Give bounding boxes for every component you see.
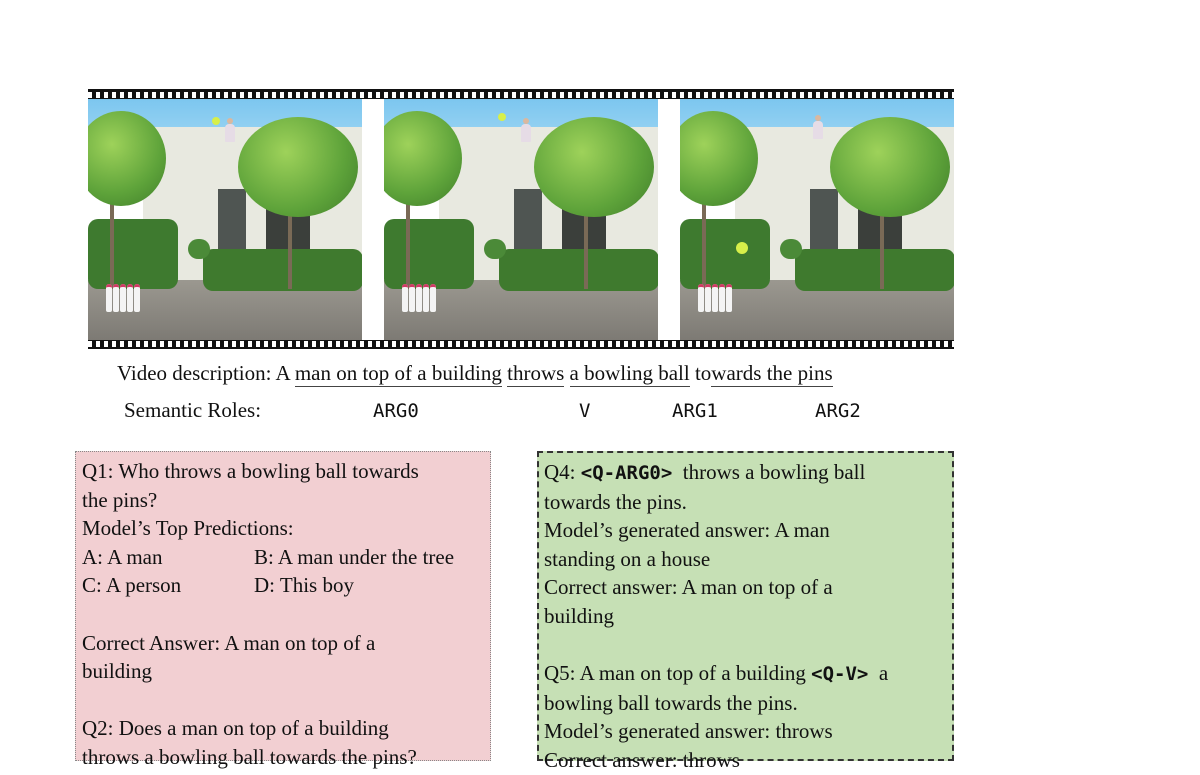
q4-text: Q4: <Q-ARG0> throws a bowling ball (544, 460, 866, 484)
qa-box-multiple-choice (75, 451, 491, 769)
q2-text: Q2: Does a man on top of a building (82, 716, 389, 741)
predictions-label: Model’s Top Predictions: (82, 516, 294, 541)
q2-text-cont: throws a bowling ball towards the pins? (82, 744, 417, 769)
video-filmstrip (88, 89, 954, 349)
video-description: Video description: A man on top of a building throws a bowling ball towards the pins (117, 361, 833, 385)
film-perforations-bottom (88, 341, 954, 347)
prediction-b: B: A man under the tree (254, 544, 455, 569)
q4-generated-answer: Model’s generated answer: A man (544, 518, 830, 543)
role-arg1: ARG1 (672, 400, 718, 422)
prediction-a: A: A man (82, 544, 163, 569)
q4-text-cont: towards the pins. (544, 489, 687, 514)
qa-box-generative (537, 451, 954, 772)
span-arg0: man on top of a building (294, 361, 502, 385)
q1-text: Q1: Who throws a bowling ball towards (82, 459, 419, 483)
role-arg0: ARG0 (373, 400, 419, 422)
q5-generated-answer: Model’s generated answer: throws (544, 719, 833, 744)
semantic-roles-label: Semantic Roles: (124, 398, 262, 422)
q4-correct-answer: Correct answer: A man on top of a (544, 575, 833, 600)
span-arg2: wards the pins (711, 361, 833, 385)
film-perforations-top (88, 92, 954, 98)
q4-generated-answer-cont: standing on a house (544, 546, 711, 571)
video-frame-2 (384, 99, 658, 340)
role-arg2: ARG2 (815, 400, 861, 422)
q1-text-cont: the pins? (82, 487, 158, 512)
q5-text: Q5: A man on top of a building <Q-V> a (544, 661, 889, 686)
video-frames (88, 99, 954, 340)
predictions-row-2 (82, 571, 484, 600)
q4-correct-answer-cont: building (544, 603, 615, 628)
correct-answer-cont: building (82, 659, 153, 684)
predictions-row-1 (82, 543, 484, 572)
span-arg1: a bowling ball (569, 361, 690, 385)
q5-text-cont: bowling ball towards the pins. (544, 690, 798, 715)
q-v-token: <Q-V> (811, 663, 869, 686)
prediction-c: C: A person (82, 573, 182, 598)
q5-correct-answer: Correct answer: throws (544, 747, 740, 772)
correct-answer: Correct Answer: A man on top of a (82, 630, 376, 655)
role-v: V (579, 400, 591, 422)
video-frame-1 (88, 99, 362, 340)
prediction-d: D: This boy (254, 573, 354, 598)
q-arg0-token: <Q-ARG0> (580, 462, 673, 484)
span-v: throws (507, 361, 565, 385)
video-frame-3 (680, 99, 954, 340)
caption-prefix: Video description: A (117, 361, 295, 385)
